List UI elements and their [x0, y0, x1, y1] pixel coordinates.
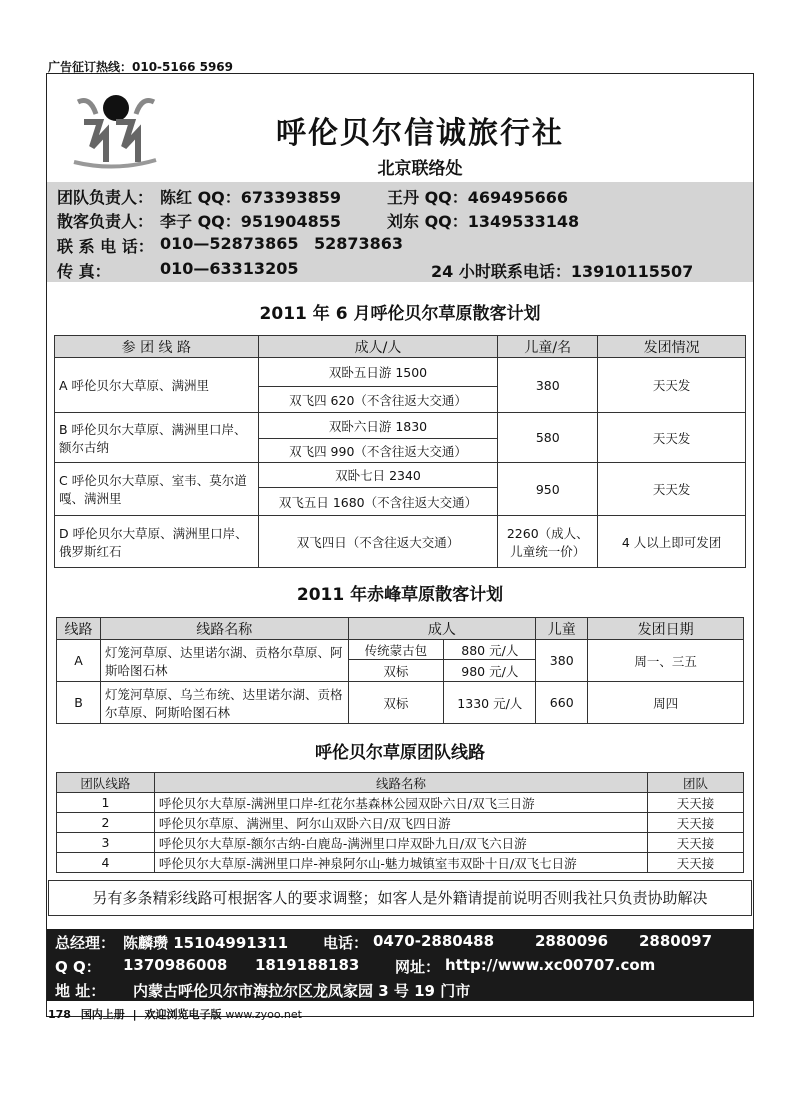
hulunbuir-individual-table [54, 335, 746, 568]
status-cell: 天天接 [648, 813, 744, 833]
adult-price: 双飞四日（不含往返大交通） [258, 516, 498, 568]
table1-title: 2011 年 6 月呼伦贝尔草原散客计划 [259, 304, 541, 324]
adult-price: 双飞五日 1680（不含往返大交通） [258, 488, 498, 516]
table-row [55, 463, 746, 488]
team-person2: 王丹 QQ：469495666 [387, 188, 568, 207]
phone2: 52873863 [314, 234, 404, 253]
book-name: 国内上册 [80, 1008, 125, 1021]
qq2: 1819188183 [255, 956, 360, 974]
line-no: 1 [57, 793, 155, 813]
header-line-name: 线路名称 [100, 618, 348, 640]
room-type: 双标 [348, 682, 444, 724]
tel-label: 电话： [323, 934, 369, 952]
adult-price: 双卧七日 2340 [258, 463, 498, 488]
custom-route-note: 另有多条精彩线路可根据客人的要求调整；如客人是外籍请提前说明否则我社只负责协助解决 [48, 880, 752, 916]
table-row [57, 813, 744, 833]
line-id: B [57, 682, 101, 724]
header-team: 团队 [648, 773, 744, 793]
header-status: 发团情况 [598, 336, 746, 358]
table-row [57, 640, 744, 660]
departure-date: 周一、三五 [588, 640, 744, 682]
status-cell: 天天发 [598, 413, 746, 463]
route-cell: C 呼伦贝尔大草原、室韦、莫尔道嘎、满洲里 [55, 463, 259, 516]
web-label: 网址： [395, 958, 441, 976]
child-price: 950 [498, 463, 598, 516]
header-route: 参 团 线 路 [55, 336, 259, 358]
header-line-name: 线路名称 [154, 773, 647, 793]
line-no: 4 [57, 853, 155, 873]
individual-person2: 刘东 QQ：1349533148 [387, 212, 580, 231]
table3-title: 呼伦贝尔草原团队线路 [315, 743, 485, 763]
fax-number: 010—63313205 [160, 259, 299, 278]
chifeng-individual-table [56, 617, 744, 724]
team-person1: 陈红 QQ：673393859 [160, 188, 341, 207]
status-cell: 天天发 [598, 358, 746, 413]
hulunbuir-team-table [56, 772, 744, 873]
address: 内蒙古呼伦贝尔市海拉尔区龙凤家园 3 号 19 门市 [133, 982, 471, 1000]
adult-price: 双卧五日游 1500 [258, 358, 498, 387]
route-cell: A 呼伦贝尔大草原、满洲里 [55, 358, 259, 413]
office-name: 北京联络处 [377, 159, 463, 179]
child-price: 380 [536, 640, 588, 682]
line-name: 灯笼河草原、乌兰布统、达里诺尔湖、贡格尔草原、阿斯哈图石林 [100, 682, 348, 724]
line-no: 3 [57, 833, 155, 853]
adult-price: 980 元/人 [444, 660, 536, 682]
qq1: 1370986008 [123, 956, 228, 974]
footer-band [47, 929, 753, 1001]
header-adult: 成人 [348, 618, 536, 640]
table-row [57, 682, 744, 724]
individual-label: 散客负责人： [57, 212, 154, 231]
route-cell: D 呼伦贝尔大草原、满洲里口岸、俄罗斯红石 [55, 516, 259, 568]
table-row [55, 358, 746, 387]
divider: | [132, 1008, 137, 1021]
adult-price: 880 元/人 [444, 640, 536, 660]
page-footer [48, 1006, 302, 1022]
tel3: 2880097 [639, 932, 713, 950]
slogan: 欢迎浏览电子版 [144, 1008, 222, 1021]
line-id: A [57, 640, 101, 682]
table-row [57, 833, 744, 853]
line-name: 呼伦贝尔大草原-额尔古纳-白鹿岛-满洲里口岸双卧九日/双飞六日游 [154, 833, 647, 853]
phone1: 010—52873865 [160, 234, 299, 253]
status-cell: 天天发 [598, 463, 746, 516]
status-cell: 天天接 [648, 853, 744, 873]
individual-person1: 李子 QQ：951904855 [160, 212, 341, 231]
addr-label: 地 址： [55, 982, 106, 1000]
route-cell: B 呼伦贝尔大草原、满洲里口岸、额尔古纳 [55, 413, 259, 463]
table-row [57, 793, 744, 813]
header-child: 儿童 [536, 618, 588, 640]
child-price: 580 [498, 413, 598, 463]
gm-contact: 陈麟瓒 15104991311 [123, 934, 289, 952]
child-price: 660 [536, 682, 588, 724]
qq-label: Q Q： [55, 958, 101, 976]
line-no: 2 [57, 813, 155, 833]
header-child: 儿童/名 [498, 336, 598, 358]
tel2: 2880096 [535, 932, 609, 950]
status-cell: 天天接 [648, 793, 744, 813]
ad-hotline: 广告征订热线：010-5166 5969 [48, 60, 234, 74]
gm-label: 总经理： [55, 934, 116, 952]
phone-label: 联 系 电 话： [57, 237, 154, 256]
header-line: 线路 [57, 618, 101, 640]
line-name: 呼伦贝尔草原、满洲里、阿尔山双卧六日/双飞四日游 [154, 813, 647, 833]
table2-title: 2011 年赤峰草原散客计划 [296, 585, 504, 605]
adult-price: 双飞四 620（不含往返大交通） [258, 387, 498, 413]
team-label: 团队负责人： [57, 188, 154, 207]
child-price: 2260（成人、儿童统一价） [498, 516, 598, 568]
contact-band [47, 182, 753, 282]
header-adult: 成人/人 [258, 336, 498, 358]
fax-label: 传 真： [57, 262, 111, 281]
header-team-line: 团队线路 [57, 773, 155, 793]
departure-date: 周四 [588, 682, 744, 724]
header-date: 发团日期 [588, 618, 744, 640]
line-name: 呼伦贝尔大草原-满洲里口岸-神泉阿尔山-魅力城镇室韦双卧十日/双飞七日游 [154, 853, 647, 873]
adult-price: 1330 元/人 [444, 682, 536, 724]
room-type: 双标 [348, 660, 444, 682]
room-type: 传统蒙古包 [348, 640, 444, 660]
agency-name: 呼伦贝尔信诚旅行社 [276, 116, 564, 151]
table-row [57, 853, 744, 873]
hotline-24h: 24 小时联系电话：13910115507 [431, 262, 694, 281]
table-row [55, 516, 746, 568]
status-cell: 4 人以上即可发团 [598, 516, 746, 568]
site-url: www.zyoo.net [225, 1008, 302, 1021]
tel1: 0470-2880488 [373, 932, 495, 950]
line-name: 呼伦贝尔大草原-满洲里口岸-红花尔基森林公园双卧六日/双飞三日游 [154, 793, 647, 813]
website: http://www.xc00707.com [445, 956, 656, 974]
child-price: 380 [498, 358, 598, 413]
adult-price: 双卧六日游 1830 [258, 413, 498, 439]
table-row [55, 413, 746, 439]
page-number: 178 [48, 1008, 71, 1021]
line-name: 灯笼河草原、达里诺尔湖、贡格尔草原、阿斯哈图石林 [100, 640, 348, 682]
adult-price: 双飞四 990（不含往返大交通） [258, 439, 498, 463]
status-cell: 天天接 [648, 833, 744, 853]
